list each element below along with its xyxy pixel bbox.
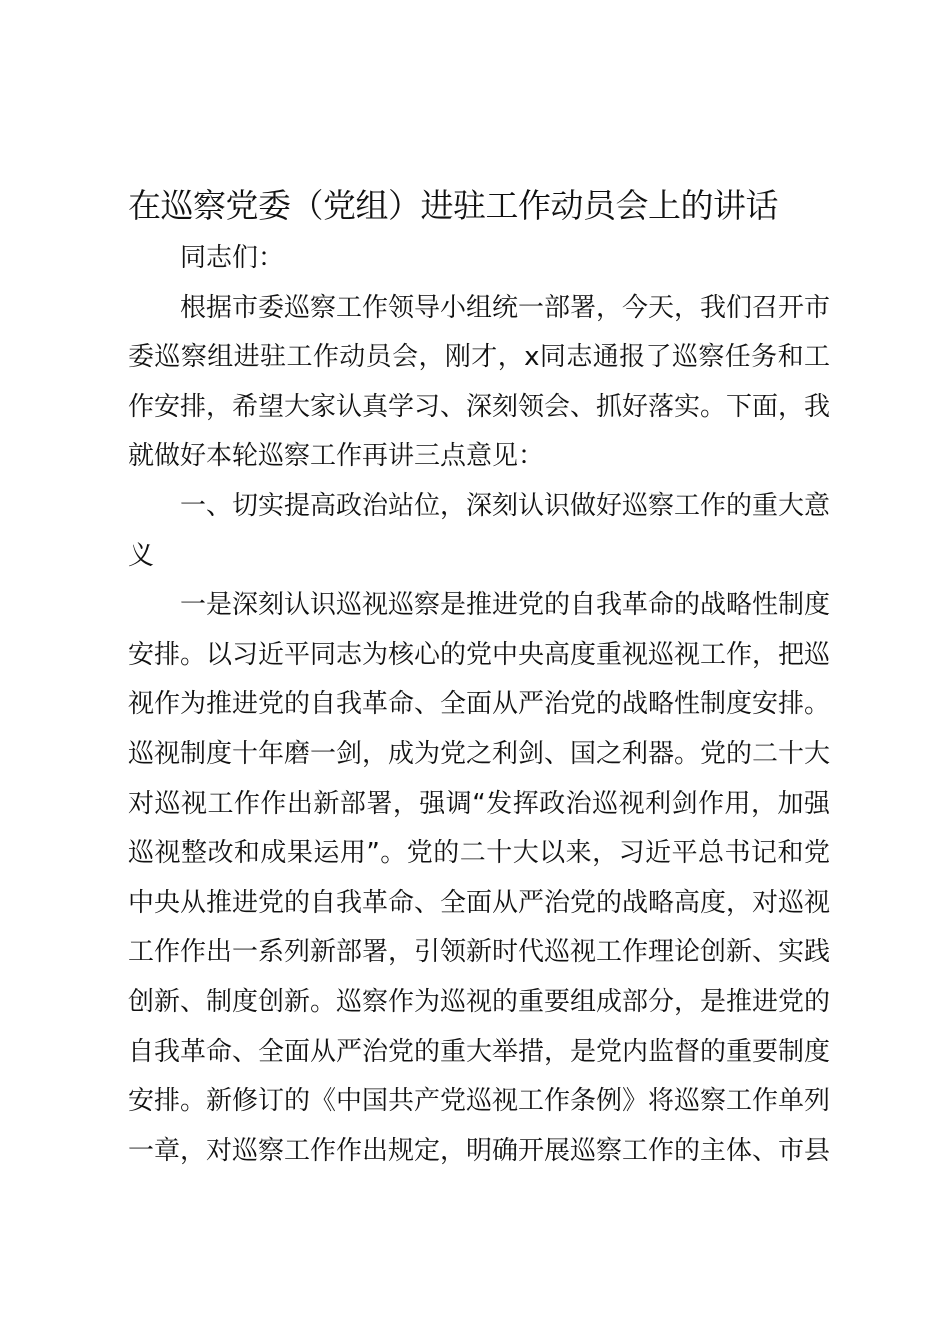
intro-paragraph: 根据市委巡察工作领导小组统一部署，今天，我们召开市委巡察组进驻工作动员会，刚才，x同志通报了巡察任务和工作安排，希望大家认真学习、深刻领会、抓好落实。下面，我就做好本轮巡察工作再讲三点意见：	[128, 292, 831, 472]
salutation: 同志们：	[180, 243, 285, 273]
document-page	[128, 178, 830, 1176]
document-title: 在巡察党委（党组）进驻工作动员会上的讲话	[128, 186, 778, 225]
body-paragraph: 一是深刻认识巡视巡察是推进党的自我革命的战略性制度安排。以习近平同志为核心的党中央高度重视巡视工作，把巡视作为推进党的自我革命、全面从严治党的战略性制度安排。巡视制度十年磨一剑，成为党之利剑、国之利器。党的二十大对巡视工作作出新部署，强调“发挥政治巡视利剑作用，加强巡视整改和成果运用”。党的二十大以来，习近平总书记和党中央从推进党的自我革命、全面从严治党的战略高度，对巡视工作作出一系列新部署，引领新时代巡视工作理论创新、实践创新、制度创新。巡察作为巡视的重要组成部分，是推进党的自我革命、全面从严治党的重大举措，是党内监督的重要制度安排。新修订的《中国共产党巡视工作条例》将巡察工作单列一章，对巡察工作作出规定，明确开展巡察工作的主体、市县	[128, 590, 831, 1166]
section-heading-1: 一、切实提高政治站位，深刻认识做好巡察工作的重大意义	[128, 490, 831, 571]
